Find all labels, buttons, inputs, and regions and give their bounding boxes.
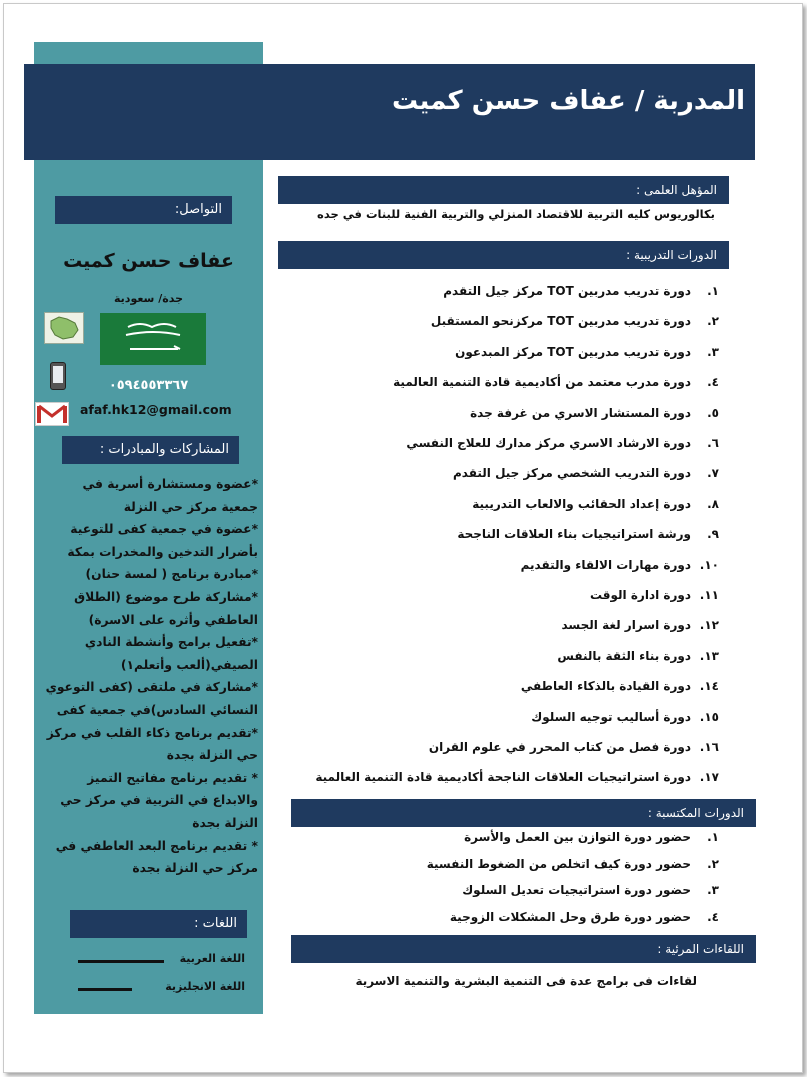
- item-text: دورة أساليب توجيه السلوك: [531, 709, 691, 724]
- item-number: ١١.: [699, 588, 719, 602]
- item-number: ٢.: [707, 856, 719, 871]
- language-item: اللغة العربية: [179, 952, 245, 965]
- saudi-map-icon: [44, 312, 84, 344]
- item-number: ٥.: [707, 405, 719, 420]
- item-number: ٤.: [707, 910, 719, 925]
- qualification-text: بكالوريوس كليه التربية للاقتصاد المنزلي والتربية الفنية للبنات في جده: [317, 207, 715, 221]
- list-item: [521, 679, 719, 693]
- list-item: [590, 588, 719, 602]
- item-text: دورة تدريب مدربين TOT مركز المبدعون: [455, 344, 691, 359]
- list-item: [393, 375, 719, 389]
- item-text: دورة التدريب الشخصي مركز جيل التقدم: [453, 466, 691, 481]
- list-item: [427, 857, 719, 871]
- item-text: دورة بناء الثقة بالنفس: [557, 648, 691, 663]
- item-text: دورة المستشار الاسري من غرفة جدة: [470, 405, 691, 420]
- list-item: [315, 770, 719, 784]
- item-number: ١٤.: [699, 679, 719, 694]
- list-item: [470, 406, 719, 420]
- item-text: دورة القيادة بالذكاء العاطفي: [520, 679, 691, 694]
- item-number: ١٥.: [699, 709, 719, 724]
- item-number: ٢.: [707, 314, 719, 329]
- list-item: *تقديم برنامج ذكاء القلب في مركز: [46, 725, 258, 740]
- list-item: * تقديم برنامج البعد العاطفي في: [55, 838, 258, 853]
- item-number: ٤.: [707, 375, 719, 390]
- list-item: * تقديم برنامج مفاتيح التميز: [87, 770, 258, 785]
- list-item: [557, 649, 719, 663]
- language-item: اللغة الانجليزية: [165, 980, 245, 993]
- item-number: ١٣.: [699, 648, 719, 663]
- list-item: *مشاركة طرح موضوع (الطلاق: [74, 589, 258, 604]
- list-item: الصيفي(ألعب وأتعلم١): [120, 657, 258, 672]
- item-number: ١.: [707, 830, 719, 844]
- list-item: جمعية مركز حي النزلة: [123, 499, 258, 514]
- item-number: ١.: [707, 284, 719, 298]
- list-item: والابداع في التربية في مركز حي: [60, 793, 258, 808]
- list-item: حي النزلة بجدة: [166, 748, 258, 763]
- list-item: [561, 618, 719, 632]
- contact-heading: التواصل:: [55, 196, 232, 224]
- list-item: العاطفي وأثره على الاسرة): [88, 612, 258, 627]
- item-number: ١٢.: [699, 618, 719, 633]
- item-number: ٦.: [707, 436, 719, 450]
- qualification-heading: المؤهل العلمى :: [278, 176, 729, 204]
- list-item: [431, 314, 719, 328]
- item-number: ٣.: [707, 883, 719, 898]
- item-text: حضور دورة كيف اتخلص من الضغوط النفسية: [426, 856, 691, 871]
- item-text: ورشة استراتيجيات بناء العلاقات الناجحة: [457, 527, 691, 542]
- email-link[interactable]: afaf.hk12@gmail.com: [80, 402, 232, 417]
- list-item: [472, 497, 719, 511]
- item-number: ١٧.: [699, 770, 719, 785]
- item-number: ١٦.: [699, 740, 719, 754]
- meetings-text: لقاءات فى برامج عدة فى التنمية البشرية والتنمية الاسرية: [355, 974, 697, 988]
- meetings-heading: اللقاءات المرئية :: [291, 935, 756, 963]
- item-text: دورة إعداد الحقائب والالعاب التدريبية: [472, 496, 691, 511]
- list-item: [464, 830, 719, 844]
- list-item: *مبادرة برنامج ( لمسة حنان): [85, 567, 258, 582]
- item-number: ١٠.: [699, 557, 719, 572]
- list-item: [531, 710, 719, 724]
- item-text: دورة اسرار لغة الجسد: [561, 618, 691, 633]
- list-item: [457, 527, 719, 541]
- initiatives-heading: المشاركات والمبادرات :: [62, 436, 239, 464]
- page-title: المدربة / عفاف حسن كميت: [391, 86, 745, 116]
- list-item: [429, 740, 719, 754]
- item-text: حضور دورة طرق وحل المشكلات الزوجية: [449, 910, 691, 925]
- item-text: دورة فصل من كتاب المحرر في علوم القران: [428, 740, 691, 754]
- item-number: ٣.: [707, 344, 719, 359]
- list-item: *تفعيل برامج وأنشطة النادي: [84, 635, 258, 650]
- list-item: *مشاركة في ملتقى (كفى التوعوي: [45, 680, 258, 695]
- language-level-bar: [78, 988, 132, 991]
- language-level-bar: [78, 960, 164, 963]
- acquired-heading: الدورات المكتسبة :: [291, 799, 756, 827]
- list-item: النزلة بجدة: [192, 815, 258, 830]
- training-heading: الدورات التدريبية :: [278, 241, 729, 269]
- item-text: دورة ادارة الوقت: [589, 588, 691, 602]
- languages-heading: اللغات :: [70, 910, 247, 938]
- list-item: *عضوة ومستشارة أسرية في: [82, 477, 258, 491]
- item-text: حضور دورة استراتيجيات تعديل السلوك: [462, 883, 691, 898]
- item-text: دورة مدرب معتمد من أكاديمية قادة التنمية العالمية: [393, 375, 691, 390]
- list-item: [406, 436, 719, 450]
- list-item: [453, 466, 719, 480]
- person-name: عفاف حسن كميت: [63, 250, 234, 272]
- list-item: مركز حي النزلة بجدة: [132, 861, 258, 876]
- list-item: [450, 910, 719, 924]
- list-item: *عضوة في جمعية كفى للتوعية: [70, 522, 258, 537]
- item-number: ٨.: [707, 496, 719, 511]
- item-number: ٧.: [707, 466, 719, 481]
- gmail-icon: [35, 402, 69, 426]
- list-item: النسائي السادس)في جمعية كفى: [56, 702, 258, 717]
- list-item: [443, 284, 719, 298]
- item-text: دورة الارشاد الاسري مركز مدارك للعلاج النفسي: [406, 436, 691, 450]
- item-number: ٩.: [707, 527, 719, 542]
- item-text: دورة مهارات الالقاء والتقديم: [520, 557, 691, 572]
- list-item: [521, 558, 719, 572]
- list-item: بأضرار التدخين والمخدرات بمكة: [67, 544, 258, 559]
- city-label: جدة/ سعودية: [114, 292, 183, 305]
- item-text: دورة تدريب مدربين TOT مركز جيل التقدم: [443, 284, 691, 298]
- item-text: دورة تدريب مدربين TOT مركزنحو المستقبل: [430, 314, 691, 329]
- initiatives-list: [40, 473, 258, 880]
- header-banner: [24, 64, 755, 160]
- item-text: حضور دورة التوازن بين العمل والأسرة: [464, 830, 691, 844]
- list-item: [462, 883, 719, 897]
- phone-number[interactable]: ٠٥٩٤٥٥٣٣٦٧: [108, 378, 189, 393]
- saudi-flag-icon: [100, 313, 206, 365]
- item-text: دورة استراتيجيات العلاقات الناجحة أكاديمية قادة التنمية العالمية: [315, 770, 691, 785]
- list-item: [455, 345, 719, 359]
